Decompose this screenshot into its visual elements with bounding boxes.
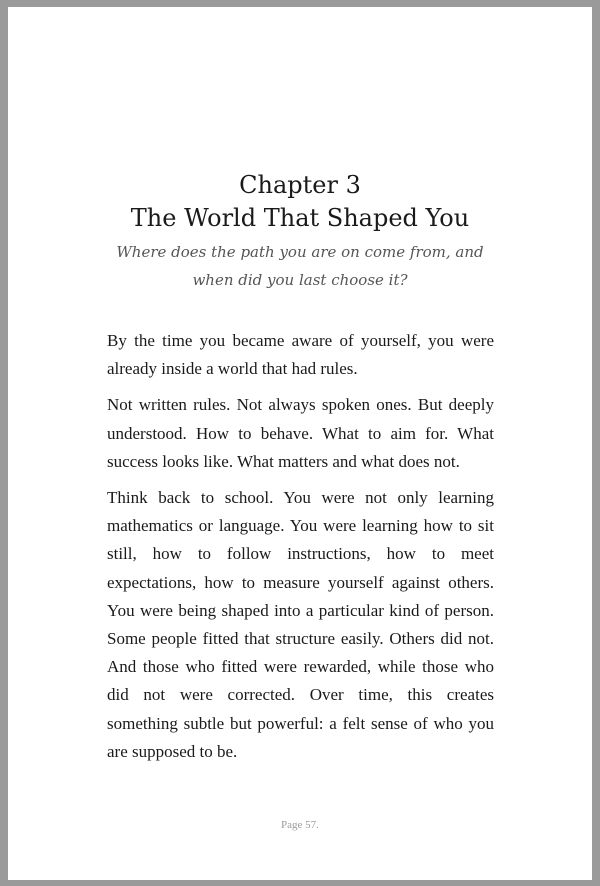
chapter-epigraph bbox=[8, 238, 592, 294]
book-page bbox=[8, 7, 592, 880]
chapter-heading bbox=[8, 169, 592, 235]
body-paragraph: Think back to school. You were not only learning mathematics or language. You were learning how to sit still, how to follow instructions, how to meet expectations, how to measure yourself against others. You were being shaped into a particular kind of person. Some people fitted that structure easily. Others did not. And those who fitted were rewarded, while those who did not were corrected. Over time, this creates something subtle but powerful: a felt sense of who you are supposed to be. bbox=[107, 488, 494, 761]
chapter-body bbox=[107, 327, 494, 774]
body-paragraph: Not written rules. Not always spoken ones. But deeply understood. How to behave. What to aim for. What success looks like. What matters and what does not. bbox=[107, 395, 494, 471]
body-paragraph: By the time you became aware of yourself, you were already inside a world that had rules. bbox=[107, 331, 494, 379]
chapter-title: The World That Shaped You bbox=[130, 204, 470, 232]
epigraph-line: Where does the path you are on come from, and bbox=[116, 243, 484, 261]
chapter-number: Chapter 3 bbox=[239, 171, 361, 199]
page-number: Page 57. bbox=[281, 819, 319, 831]
epigraph-line: when did you last choose it? bbox=[192, 271, 408, 289]
